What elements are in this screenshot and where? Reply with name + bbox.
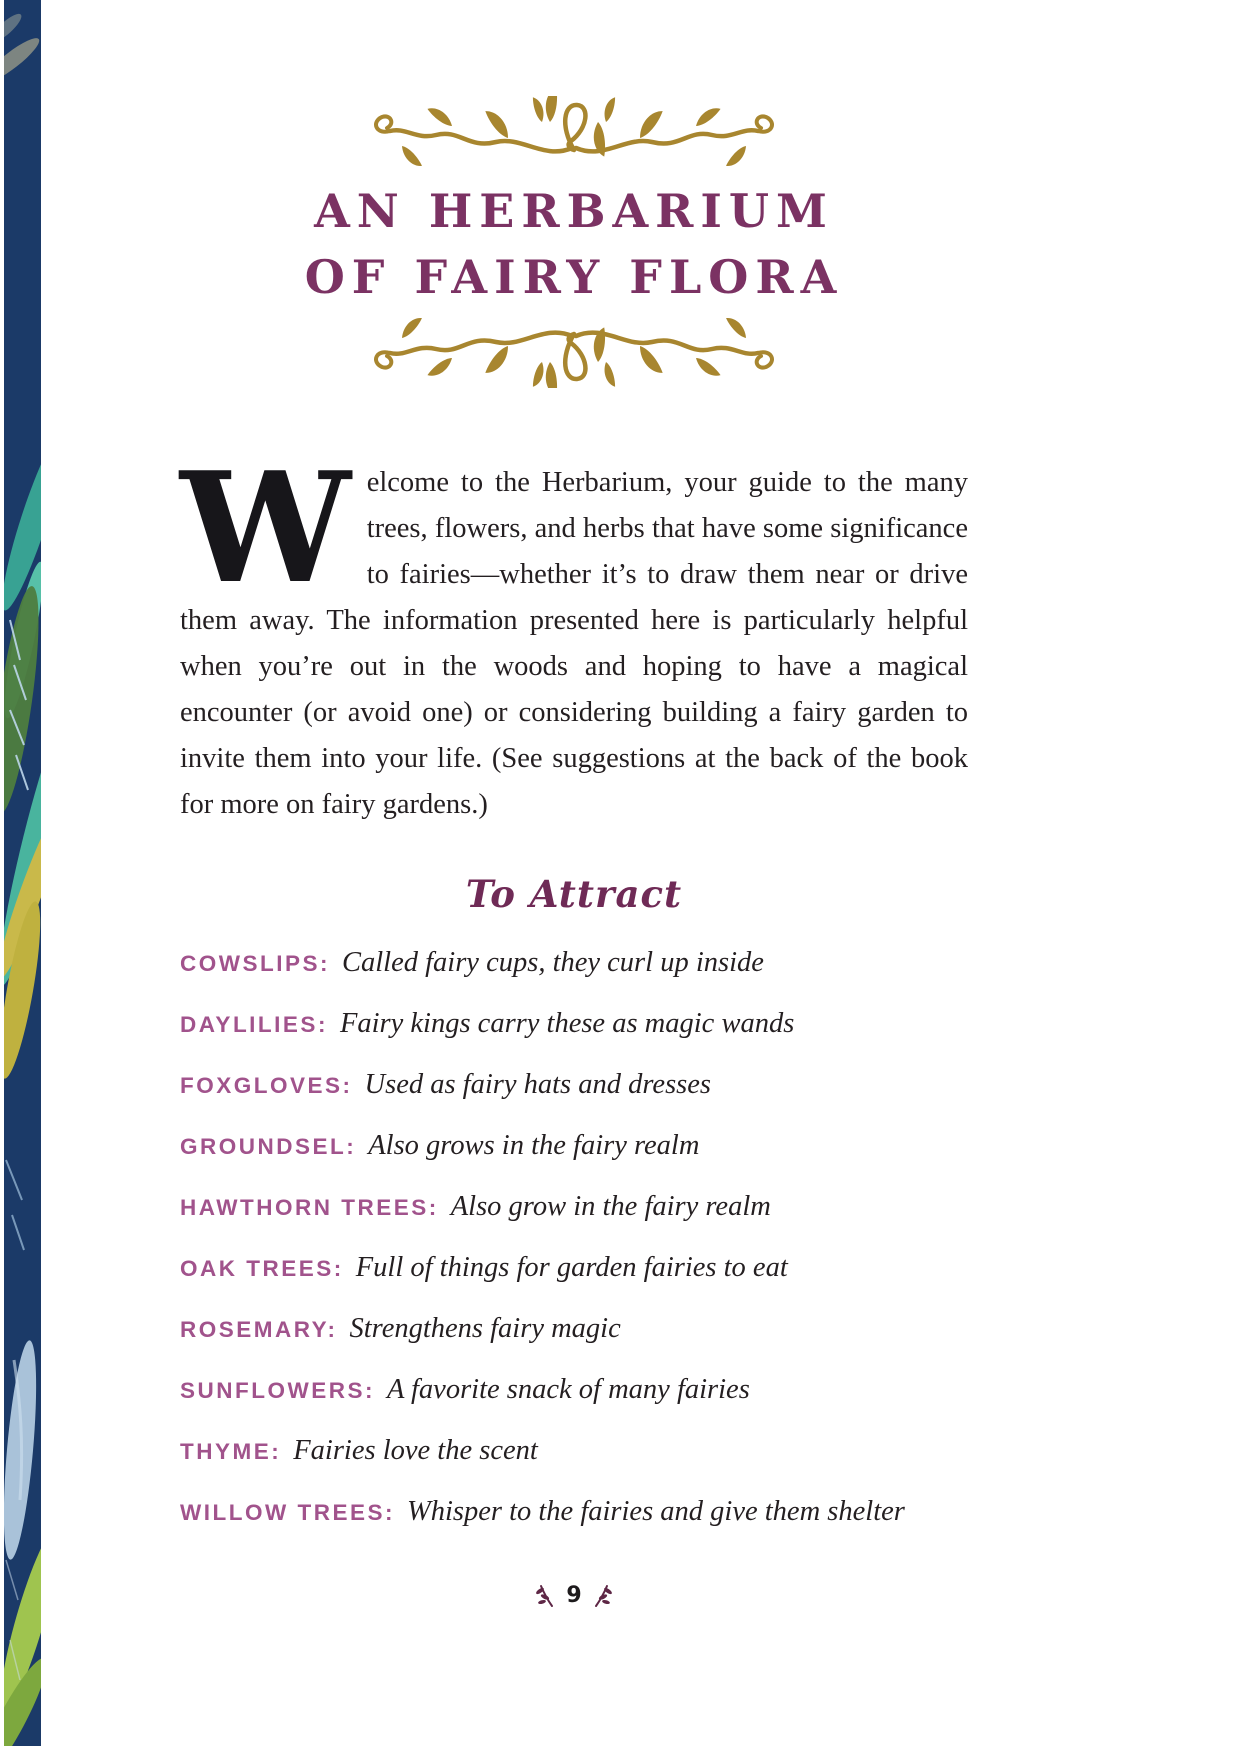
- list-item: [180, 1129, 968, 1167]
- plant-description: A favorite snack of many fairies: [387, 1374, 750, 1405]
- plant-term: DAYLILIES:: [180, 1012, 328, 1037]
- attract-list: [180, 946, 968, 1533]
- plant-description: Fairies love the scent: [293, 1435, 538, 1466]
- plant-description: Also grow in the fairy realm: [450, 1191, 771, 1222]
- plant-term: OAK TREES:: [180, 1256, 344, 1281]
- page-number: 9: [566, 1583, 582, 1608]
- list-item: [180, 946, 968, 984]
- leaf-sprig-icon: [594, 1584, 612, 1608]
- plant-description: Called fairy cups, they curl up inside: [342, 947, 764, 978]
- plant-description: Full of things for garden fairies to eat: [355, 1252, 788, 1283]
- plant-description: Used as fairy hats and dresses: [364, 1069, 711, 1100]
- plant-description: Fairy kings carry these as magic wands: [339, 1008, 795, 1039]
- leaf-sprig-icon: [536, 1584, 554, 1608]
- page-title-line2: OF FAIRY FLORA: [304, 250, 844, 304]
- list-item: [180, 1373, 968, 1411]
- plant-description: Also grows in the fairy realm: [368, 1130, 700, 1161]
- plant-term: ROSEMARY:: [180, 1317, 338, 1342]
- list-item: [180, 1495, 968, 1533]
- intro-text: elcome to the Herbarium, your guide to the many trees, flowers, and herbs that have some significance to fairies—whether it’s to draw them near or drive them away. The information presented here is particularly helpful when you’re out in the woods and hoping to have a magical encounter (or avoid one) or considering building a fairy garden to invite them into your life. (See suggestions at the back of the book for more on fairy gardens.): [180, 467, 968, 820]
- page-title: [180, 178, 968, 310]
- plant-term: SUNFLOWERS:: [180, 1378, 375, 1403]
- plant-description: Whisper to the fairies and give them shelter: [406, 1496, 905, 1527]
- list-item: [180, 1068, 968, 1106]
- plant-term: THYME:: [180, 1439, 282, 1464]
- plant-term: COWSLIPS:: [180, 951, 330, 976]
- list-item: [180, 1007, 968, 1045]
- section-heading: To Attract: [465, 872, 683, 916]
- intro-paragraph: [180, 438, 968, 828]
- list-item: [180, 1312, 968, 1350]
- plant-term: HAWTHORN TREES:: [180, 1195, 439, 1220]
- page-title-line1: AN HERBARIUM: [314, 184, 834, 238]
- vine-flourish-top-icon: [344, 96, 804, 168]
- page-content: [180, 0, 968, 1556]
- vine-flourish-bottom-icon: [344, 316, 804, 388]
- list-item: [180, 1251, 968, 1289]
- plant-term: FOXGLOVES:: [180, 1073, 353, 1098]
- drop-cap: W: [180, 438, 351, 617]
- botanical-page-edge-art: [4, 0, 41, 1746]
- page-folio: [180, 1583, 968, 1608]
- plant-term: WILLOW TREES:: [180, 1500, 395, 1525]
- plant-term: GROUNDSEL:: [180, 1134, 357, 1159]
- list-item: [180, 1190, 968, 1228]
- list-item: [180, 1434, 968, 1472]
- plant-description: Strengthens fairy magic: [349, 1313, 621, 1344]
